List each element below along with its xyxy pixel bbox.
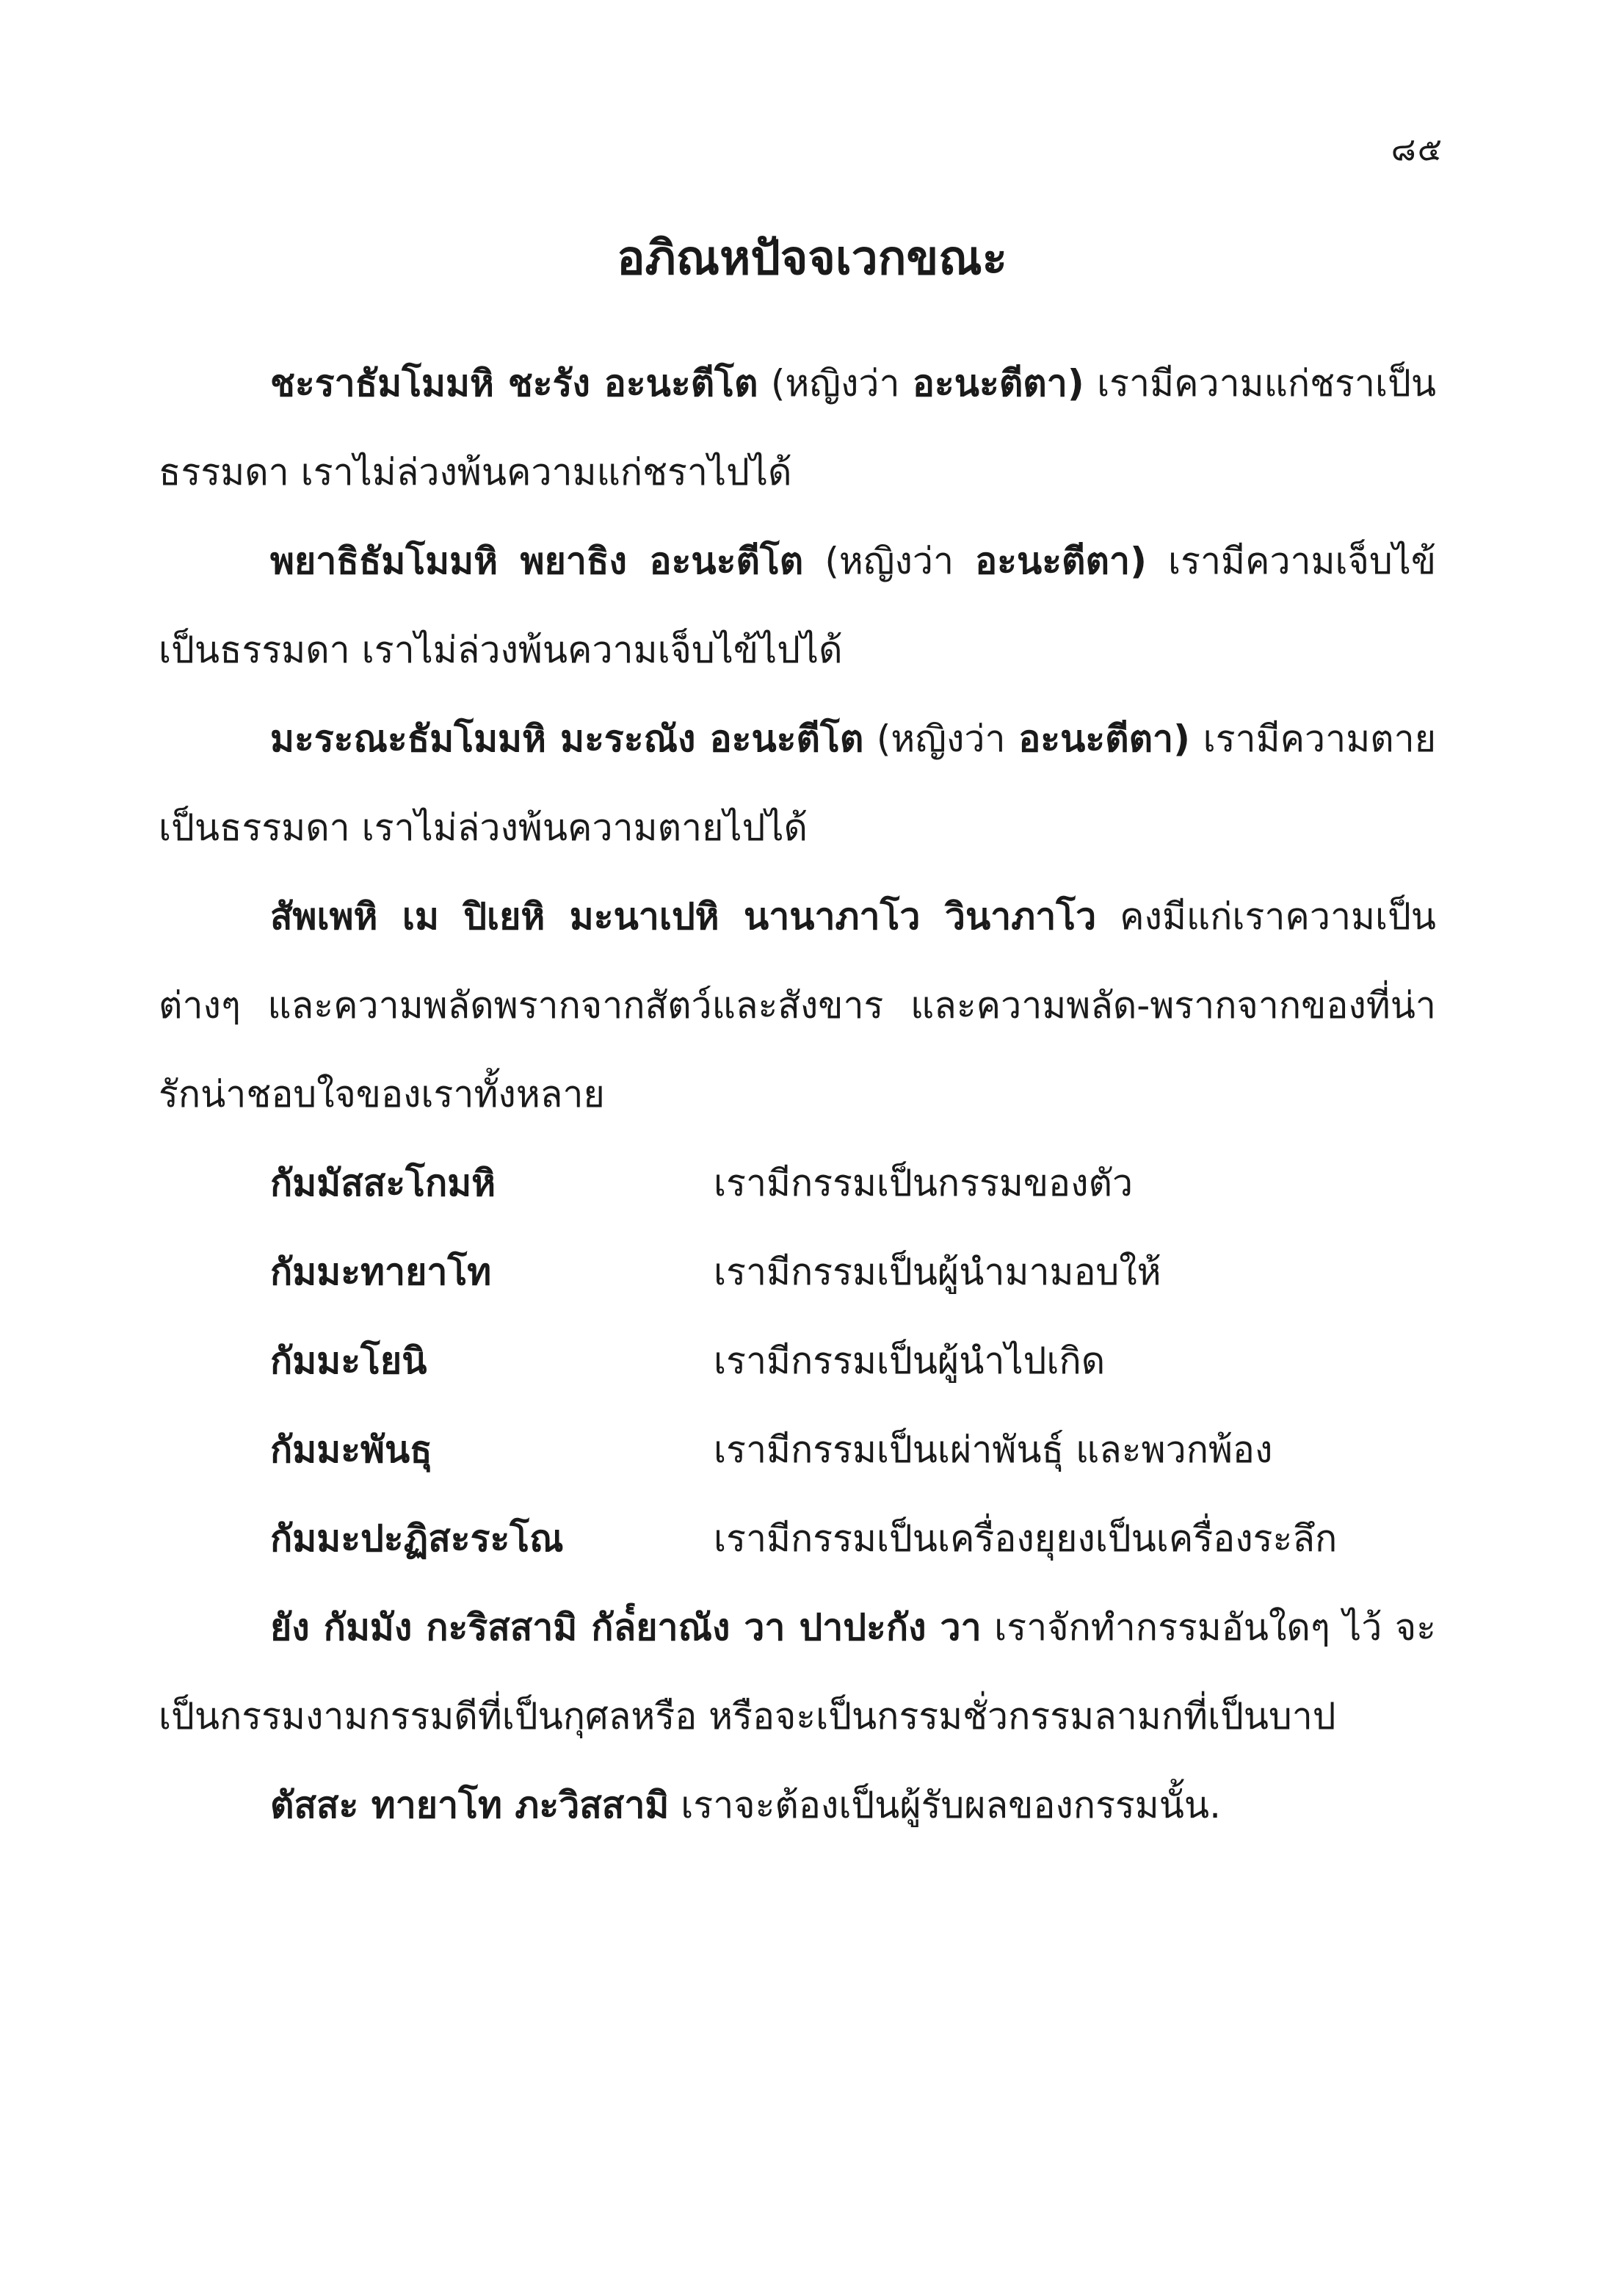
paragraph-deeds: [159, 1583, 1436, 1761]
paragraph-illness: [159, 517, 1436, 695]
pali-phrase: อะนะตีตา): [912, 362, 1084, 405]
paragraph-separation: [159, 872, 1436, 1139]
kamma-meaning: เรามีกรรมเป็นเครื่องยุยงเป็นเครื่องระลึก: [714, 1517, 1338, 1560]
paragraph-aging: [159, 339, 1436, 517]
document-body: [159, 339, 1436, 1850]
kamma-term: กัมมะพันธุ: [270, 1428, 432, 1471]
paragraph-text: เราจักทำกรรมอันใดๆ ไว้ จะเป็นกรรมงามกรรมดีที่เป็นกุศลหรือ หรือจะเป็นกรรมชั่วกรรมลามกที่เป็นบาป: [159, 1606, 1436, 1738]
kamma-term: กัมมะทายาโท: [270, 1251, 492, 1293]
pali-phrase: สัพเพหิ เม ปิเยหิ มะนาเปหิ นานาภาโว วินาภาโว: [270, 895, 1097, 938]
kamma-list: [159, 1139, 1436, 1583]
pali-phrase: ยัง กัมมัง กะริสสามิ กัล๎ยาณัง วา ปาปะกัง วา: [270, 1606, 982, 1649]
pali-phrase: พยาธิธัมโมมหิ พยาธิง อะนะตีโต: [270, 540, 804, 582]
paragraph-text: เรามีความแก่ชราเป็นธรรมดา เราไม่ล่วงพ้นความแก่ชราไปได้: [159, 362, 1436, 494]
kamma-meaning: เรามีกรรมเป็นผู้นำไปเกิด: [714, 1340, 1106, 1382]
paragraph-text: (หญิงว่า: [863, 718, 1019, 760]
pali-phrase: ตัสสะ ทายาโท ภะวิสสามิ: [270, 1784, 670, 1826]
paragraph-text: (หญิงว่า: [803, 540, 976, 582]
kamma-term: กัมมะปะฏิสะระโณ: [270, 1517, 564, 1560]
paragraph-text: (หญิงว่า: [758, 362, 913, 405]
list-item: [159, 1139, 1436, 1228]
pali-phrase: อะนะตีตา): [975, 540, 1147, 582]
list-item: [159, 1406, 1436, 1495]
paragraph-death: [159, 695, 1436, 872]
kamma-meaning: เรามีกรรมเป็นเผ่าพันธุ์ และพวกพ้อง: [714, 1428, 1273, 1471]
pali-phrase: มะระณะธัมโมมหิ มะระณัง อะนะตีโต: [270, 718, 864, 760]
list-item: [159, 1495, 1436, 1583]
kamma-term: กัมมัสสะโกมหิ: [270, 1162, 496, 1204]
paragraph-text: คงมีแก่เราความเป็นต่างๆ และความพลัดพรากจากสัตว์และสังขาร และความพลัด-พรากจากของที่น่ารักน่าชอบใจของเราทั้งหลาย: [159, 895, 1436, 1116]
kamma-term: กัมมะโยนิ: [270, 1340, 427, 1382]
paragraph-text: เรามีความเจ็บไข้เป็นธรรมดา เราไม่ล่วงพ้นความเจ็บไข้ไปได้: [159, 540, 1437, 671]
kamma-meaning: เรามีกรรมเป็นกรรมของตัว: [714, 1162, 1134, 1204]
page-title: อภิณหปัจจเวกขณะ: [617, 231, 1007, 286]
page-number: ๘๕: [1391, 131, 1443, 168]
list-item: [159, 1317, 1436, 1406]
pali-phrase: อะนะตีตา): [1018, 718, 1190, 760]
paragraph-text: เราจะต้องเป็นผู้รับผลของกรรมนั้น.: [669, 1784, 1221, 1826]
paragraph-text: เรามีความตายเป็นธรรมดา เราไม่ล่วงพ้นความตายไปได้: [159, 718, 1436, 849]
kamma-meaning: เรามีกรรมเป็นผู้นำมามอบให้: [714, 1251, 1161, 1293]
paragraph-heir: [159, 1761, 1436, 1850]
list-item: [159, 1228, 1436, 1317]
pali-phrase: ชะราธัมโมมหิ ชะรัง อะนะตีโต: [270, 362, 758, 405]
